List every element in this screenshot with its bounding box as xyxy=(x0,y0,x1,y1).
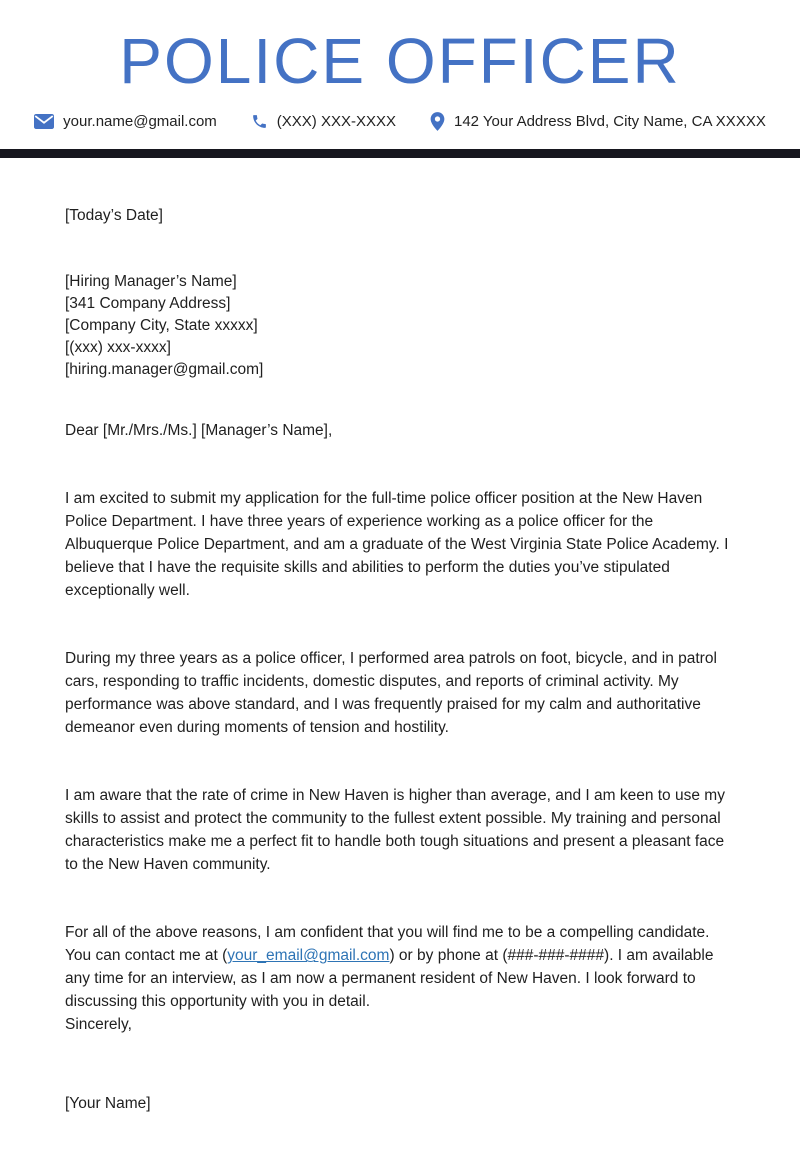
letter-header xyxy=(0,0,800,158)
paragraph-introduction: I am excited to submit my application for the full-time police officer position at the New Haven Police Department. I have three years of experience working as a police officer for the Albuquerque Police Department, and am a graduate of the West Virginia State Police Academy. I believe that I have the requisite skills and abilities to perform the duties you’ve stipulated exceptionally well. xyxy=(65,490,729,600)
recipient-address: [341 Company Address] xyxy=(65,295,231,313)
contact-row xyxy=(0,112,800,131)
paragraph-contact-before-link: For all of the above reasons, I am confident that you will find me to be a compelling candidate. You can contact me at ( xyxy=(65,924,710,965)
paragraph-fit: I am aware that the rate of crime in New Haven is higher than average, and I am keen to use my skills to assist and protect the community to the fullest extent possible. My training and personal characteristics make me a perfect fit to handle both tough situations and present a pleasant face to the New Haven community. xyxy=(65,787,725,874)
page-title: POLICE OFFICER xyxy=(119,25,681,97)
recipient-email: [hiring.manager@gmail.com] xyxy=(65,361,264,379)
letter-body xyxy=(0,158,800,1155)
contact-address xyxy=(430,112,766,131)
contact-email xyxy=(34,113,217,130)
contact-phone-text: (XXX) XXX-XXXX xyxy=(276,113,396,131)
signature-placeholder: [Your Name] xyxy=(65,1095,151,1113)
contact-email-text: your.name@gmail.com xyxy=(63,113,217,131)
recipient-block xyxy=(65,271,735,381)
location-icon xyxy=(430,112,445,131)
contact-phone xyxy=(251,113,396,130)
contact-address-text: 142 Your Address Blvd, City Name, CA XXXXX xyxy=(454,113,766,131)
recipient-name: [Hiring Manager’s Name] xyxy=(65,273,237,291)
closing: Sincerely, xyxy=(65,1016,132,1034)
date-placeholder: [Today’s Date] xyxy=(65,207,163,225)
paragraph-contact xyxy=(65,921,735,1013)
paragraph-contact-after-link: ) or by phone at (###-###-####). I am available any time for an interview, as I am now a permanent resident of New Haven. I look forward to discussing this opportunity with you in detail. xyxy=(65,947,714,1011)
salutation: Dear [Mr./Mrs./Ms.] [Manager’s Name], xyxy=(65,422,333,440)
phone-icon xyxy=(251,113,268,130)
email-icon xyxy=(34,114,54,129)
recipient-city: [Company City, State xxxxx] xyxy=(65,317,258,335)
header-divider-bar xyxy=(0,149,800,158)
paragraph-experience: During my three years as a police officer, I performed area patrols on foot, bicycle, and in patrol cars, responding to traffic incidents, domestic disputes, and reports of criminal activity. My performance was above standard, and I was frequently praised for my calm and authoritative demeanor even during moments of tension and hostility. xyxy=(65,650,717,737)
email-link[interactable]: your_email@gmail.com xyxy=(227,947,390,965)
recipient-phone: [(xxx) xxx-xxxx] xyxy=(65,339,171,357)
